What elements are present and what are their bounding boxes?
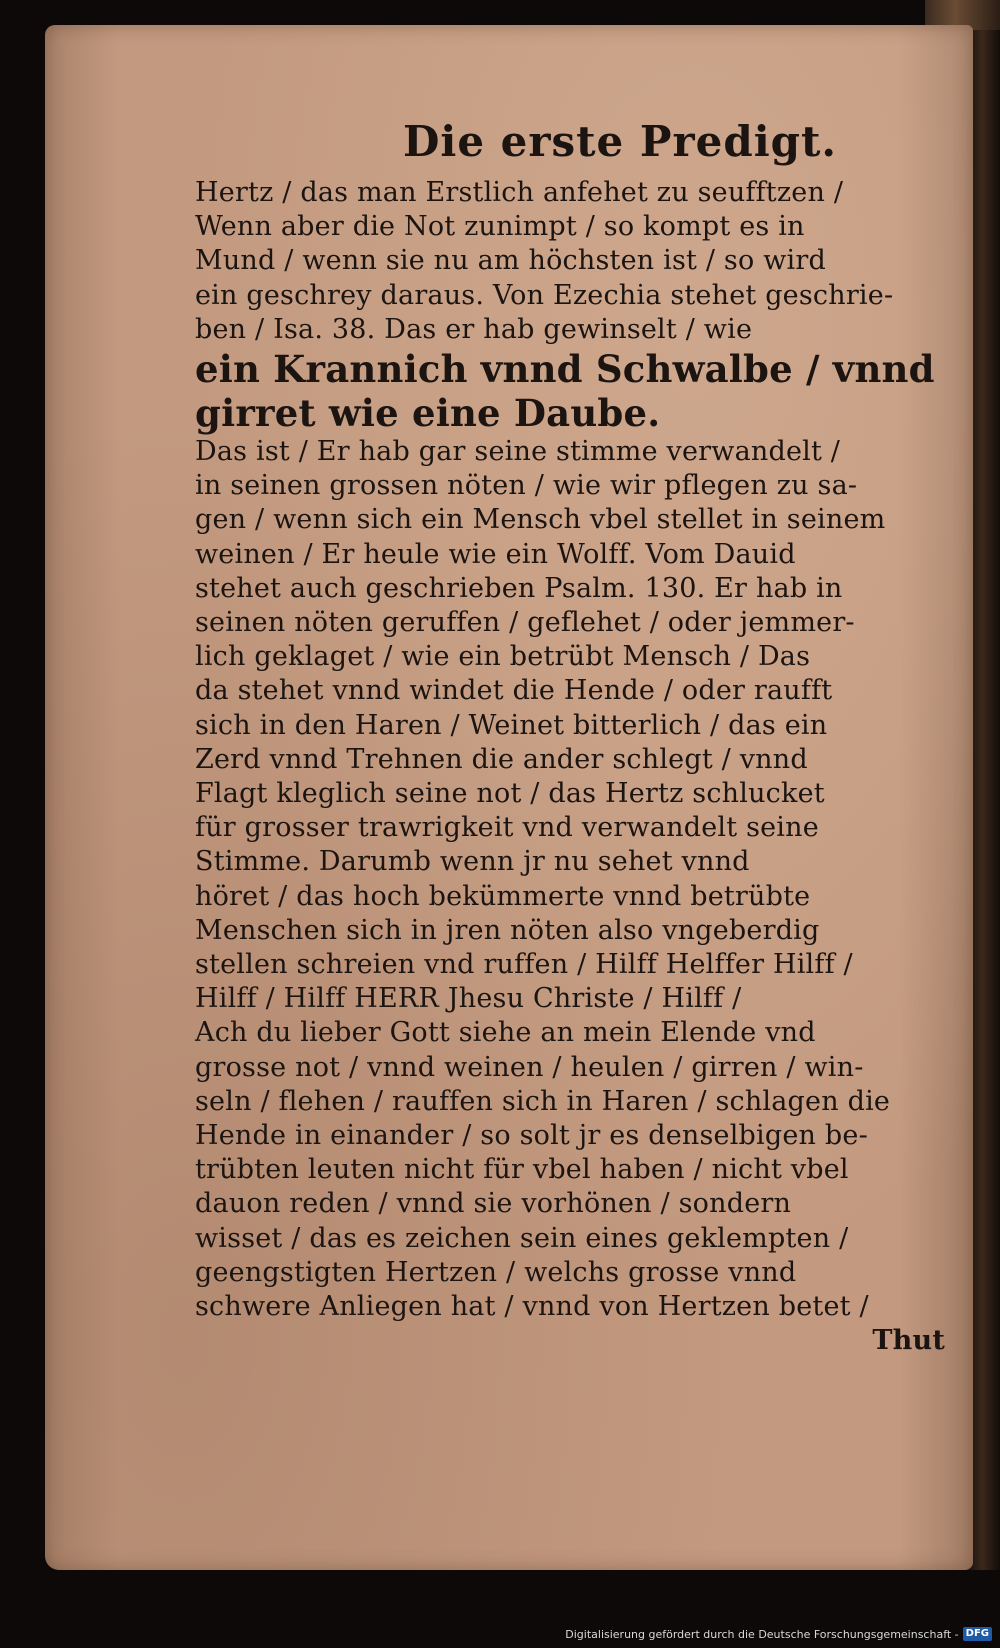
text-line: höret / das hoch bekümmerte vnnd betrübte xyxy=(195,880,811,912)
text-line: Wenn aber die Not zunimpt / so kompt es in xyxy=(195,211,805,243)
text-line: trübten leuten nicht für vbel haben / nicht vbel xyxy=(195,1154,849,1186)
text-line: Mund / wenn sie nu am höchsten ist / so wird xyxy=(195,245,826,277)
text-line: seinen nöten geruffen / geflehet / oder jemmer- xyxy=(195,607,855,639)
text-line: sich in den Haren / Weinet bitterlich / das ein xyxy=(195,709,828,741)
text-line: dauon reden / vnnd sie vorhönen / sondern xyxy=(195,1188,792,1220)
text-line: Ach du lieber Gott siehe an mein Elende vnd xyxy=(195,1017,816,1049)
text-line: wisset / das es zeichen sein eines geklempten / xyxy=(195,1222,849,1254)
text-line: Stimme. Darumb wenn jr nu sehet vnnd xyxy=(195,846,750,878)
digitization-footer xyxy=(565,1626,992,1642)
text-line: Menschen sich in jren nöten also vngeberdig xyxy=(195,914,820,946)
text-line: lich geklaget / wie ein betrübt Mensch / Das xyxy=(195,641,811,673)
text-line: da stehet vnnd windet die Hende / oder raufft xyxy=(195,675,833,707)
text-line: geengstigten Hertzen / welchs grosse vnnd xyxy=(195,1256,797,1288)
dfg-logo: DFG xyxy=(963,1627,992,1641)
text-line: stellen schreien vnd ruffen / Hilff Helffer Hilff / xyxy=(195,949,853,981)
page-text-block xyxy=(195,112,955,1359)
text-line: Thut xyxy=(872,1325,945,1357)
page-heading: Die erste Predigt. xyxy=(402,117,838,166)
text-lines xyxy=(195,176,955,1359)
text-line: ein Krannich vnnd Schwalbe / vnnd xyxy=(195,347,935,392)
text-line: Das ist / Er hab gar seine stimme verwandelt / xyxy=(195,436,841,468)
text-line: ben / Isa. 38. Das er hab gewinselt / wie xyxy=(195,313,753,345)
text-line: Zerd vnnd Trehnen die ander schlegt / vnnd xyxy=(195,743,808,775)
text-line: Hende in einander / so solt jr es denselbigen be- xyxy=(195,1120,868,1152)
text-line: in seinen grossen nöten / wie wir pflegen zu sa- xyxy=(195,470,858,502)
text-line: weinen / Er heule wie ein Wolff. Vom Dauid xyxy=(195,538,796,570)
text-line: ein geschrey daraus. Von Ezechia stehet geschrie- xyxy=(195,279,894,311)
text-line: für grosser trawrigkeit vnd verwandelt seine xyxy=(195,812,819,844)
text-line: Hilff / Hilff HERR Jhesu Christe / Hilff / xyxy=(195,983,742,1015)
text-line: girret wie eine Daube. xyxy=(195,391,661,436)
text-line: stehet auch geschrieben Psalm. 130. Er hab in xyxy=(195,572,843,604)
text-line: gen / wenn sich ein Mensch vbel stellet in seinem xyxy=(195,504,886,536)
text-line: grosse not / vnnd weinen / heulen / girren / win- xyxy=(195,1051,864,1083)
text-line: Flagt kleglich seine not / das Hertz schlucket xyxy=(195,778,825,810)
text-line: seln / flehen / rauffen sich in Haren / schlagen die xyxy=(195,1085,891,1117)
footer-credit: Digitalisierung gefördert durch die Deutsche Forschungsgemeinschaft - xyxy=(565,1627,959,1641)
text-line: Hertz / das man Erstlich anfehet zu seufftzen / xyxy=(195,177,844,208)
text-line: schwere Anliegen hat / vnnd von Hertzen betet / xyxy=(195,1291,869,1323)
